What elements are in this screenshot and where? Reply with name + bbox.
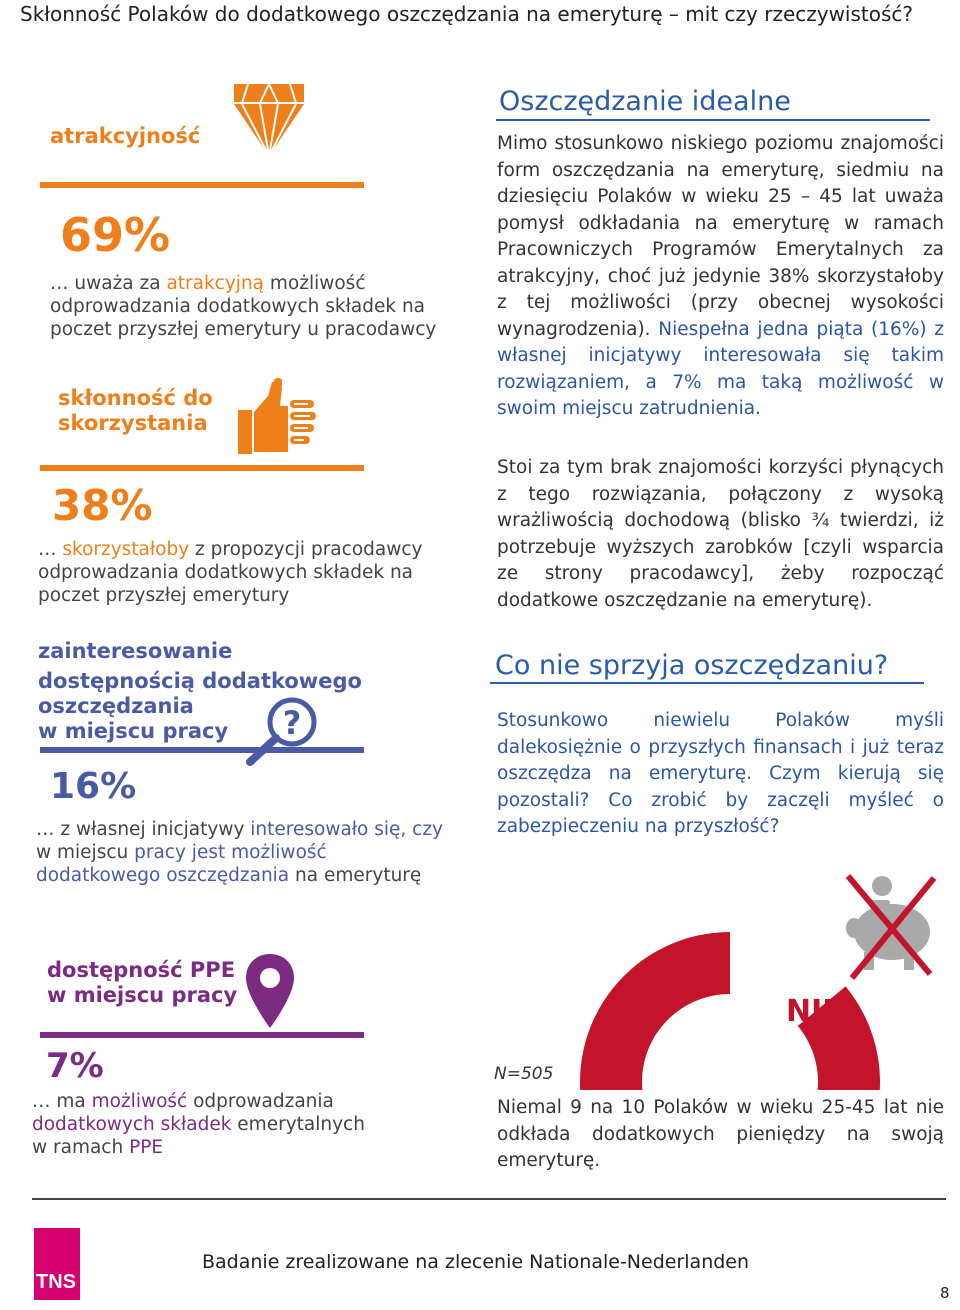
sklonnosc-divider xyxy=(40,465,364,471)
footer-text: Badanie zrealizowane na zlecenie Nationale-Nederlanden xyxy=(202,1251,750,1273)
atrakcyjnosc-percent: 69% xyxy=(60,208,171,262)
sklonnosc-description: … skorzystałoby z propozycji pracodawcy odprowadzania dodatkowych składek na poczet przyszłej emerytury xyxy=(38,539,423,606)
section-underline xyxy=(496,119,930,121)
zainteresowanie-description: … z własnej inicjatywy interesowało się, czy w miejscu pracy jest możliwość dodatkowego oszczędzania na emeryturę xyxy=(36,819,443,886)
magnifier-question-icon xyxy=(244,696,320,768)
chart-caption: Niemal 9 na 10 Polaków w wieku 25-45 lat nie odkłada dodatkowych pieniędzy na swoją emeryturę. xyxy=(497,1097,944,1171)
section-paragraph-1: Mimo stosunkowo niskiego poziomu znajomości form oszczędzania na emeryturę, siedmiu na dziesięciu Polaków w wieku 25 – 45 lat uważa pomysł odkładania na emeryturę w ramach Pracowniczych Programów Emerytalnych za atrakcyjny, choć już jedynie 38% skorzystałoby z tej możliwości (przy obecnej wysokości wynagrodzenia). Niespełna jedna piąta (16%) z własnej inicjatywy interesowała się takim rozwiązaniem, a 7% ma taką możliwość w swoim miejscu zatrudnienia. xyxy=(497,133,944,419)
chart xyxy=(520,870,940,1090)
ppe-description: … ma możliwość odprowadzania dodatkowych składek emerytalnych w ramach PPE xyxy=(32,1091,365,1158)
ppe-label: dostępność PPE w miejscu pracy xyxy=(47,958,238,1007)
atrakcyjnosc-label: atrakcyjność xyxy=(50,124,201,148)
atrakcyjnosc-description: … uważa za atrakcyjną możliwość odprowadzania dodatkowych składek na poczet przyszłej emerytury u pracodawcy xyxy=(50,273,437,340)
section-paragraph-2: Stoi za tym brak znajomości korzyści płynących z tego rozwiązania, połączony z wysoką wrażliwością dochodową (blisko ¾ twierdzi, iż potrzebuje wyższych zarobków [czyli wsparcia ze strony pracodawcy], żeby rozpocząć dodatkowe oszczędzanie na emeryturę). xyxy=(497,457,944,611)
crossed-piggy-bank-icon xyxy=(846,876,934,978)
location-pin-icon xyxy=(244,952,296,1030)
footer-divider xyxy=(32,1198,946,1200)
sample-size-label: N=505 xyxy=(494,1064,554,1084)
section-paragraph-3: Stosunkowo niewielu Polaków myśli dalekosiężnie o przyszłych finansach i już teraz oszczędza na emeryturę. Czym kierują się pozostali? Co zrobić by zaczęli myśleć o zabezpieczeniu na przyszłość? xyxy=(497,710,944,837)
ppe-percent: 7% xyxy=(46,1046,104,1086)
zainteresowanie-label: zainteresowanie dostępnością dodatkowego oszczędzania w miejscu pracy xyxy=(38,639,362,743)
zainteresowanie-percent: 16% xyxy=(50,766,137,807)
ppe-divider xyxy=(40,1032,364,1038)
section-heading-oszczedzanie: Oszczędzanie idealne xyxy=(499,86,791,117)
tns-logo: TNS xyxy=(34,1228,80,1300)
page-number: 8 xyxy=(940,1284,950,1302)
sklonnosc-label: skłonność do skorzystania xyxy=(58,386,213,435)
thumbs-up-icon xyxy=(228,376,318,458)
diamond-icon xyxy=(228,76,310,158)
sklonnosc-percent: 38% xyxy=(52,481,153,530)
atrakcyjnosc-divider xyxy=(40,182,364,188)
svg-text:?: ? xyxy=(282,704,302,742)
zainteresowanie-divider xyxy=(40,747,364,753)
nie-label: NIE xyxy=(786,994,843,1029)
page-header-title: Skłonność Polaków do dodatkowego oszczędzania na emeryturę – mit czy rzeczywistość? xyxy=(20,2,914,26)
section-underline xyxy=(490,682,924,684)
section-heading-co-nie-sprzyja: Co nie sprzyja oszczędzaniu? xyxy=(495,650,889,681)
donut-value-label: 86 xyxy=(730,959,762,988)
